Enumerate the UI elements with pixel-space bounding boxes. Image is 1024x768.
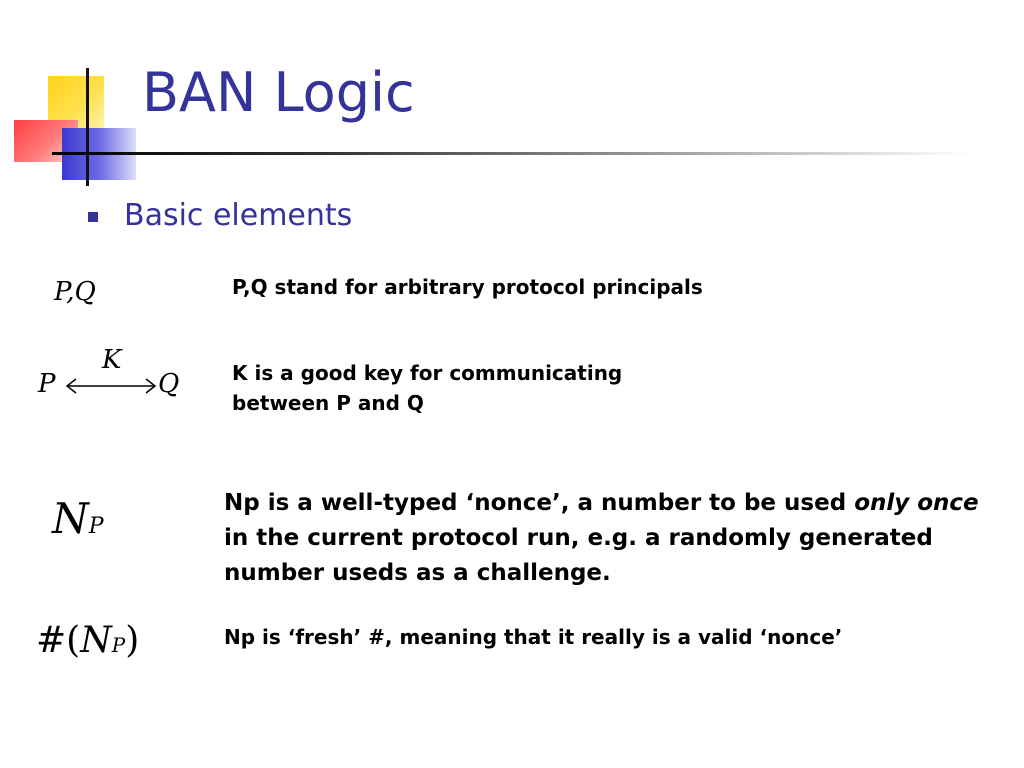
symbol-nonce	[52, 494, 104, 544]
description-nonce-emphasis: only once	[854, 490, 979, 516]
symbol-key-label: K	[102, 345, 122, 375]
description-fresh: Np is ‘fresh’ #, meaning that it really is a valid ‘nonce’	[224, 625, 843, 649]
logo-vertical-line	[86, 68, 89, 186]
title-underline	[52, 152, 972, 155]
symbol-fresh	[36, 616, 139, 666]
slide-logo-decoration	[0, 0, 140, 200]
symbol-fresh-sub: P	[111, 633, 126, 657]
symbol-fresh-prefix: #(	[36, 620, 81, 661]
description-principals: P,Q stand for arbitrary protocol principals	[232, 275, 703, 299]
symbol-nonce-sub: P	[88, 514, 104, 539]
symbol-principals: P,Q	[54, 277, 96, 307]
description-shared-key-line1: K is a good key for communicating	[232, 361, 623, 385]
description-nonce-before: Np is a well-typed ‘nonce’, a number to be used	[224, 490, 855, 516]
description-nonce	[224, 486, 1004, 591]
symbol-shared-key	[38, 346, 188, 404]
description-shared-key	[232, 358, 752, 418]
bullet-square-icon	[88, 212, 98, 222]
slide-title: BAN Logic	[142, 61, 415, 124]
bullet-text: Basic elements	[124, 198, 353, 233]
symbol-fresh-suffix: )	[125, 620, 140, 661]
double-arrow-icon	[64, 376, 158, 396]
symbol-fresh-main: N	[80, 620, 112, 661]
symbol-nonce-main: N	[52, 494, 89, 543]
symbol-key-right: Q	[158, 369, 180, 399]
description-shared-key-line2: between P and Q	[232, 391, 424, 415]
description-nonce-after: in the current protocol run, e.g. a randomly generated number useds as a challenge.	[224, 525, 933, 586]
symbol-key-left: P	[38, 369, 56, 399]
